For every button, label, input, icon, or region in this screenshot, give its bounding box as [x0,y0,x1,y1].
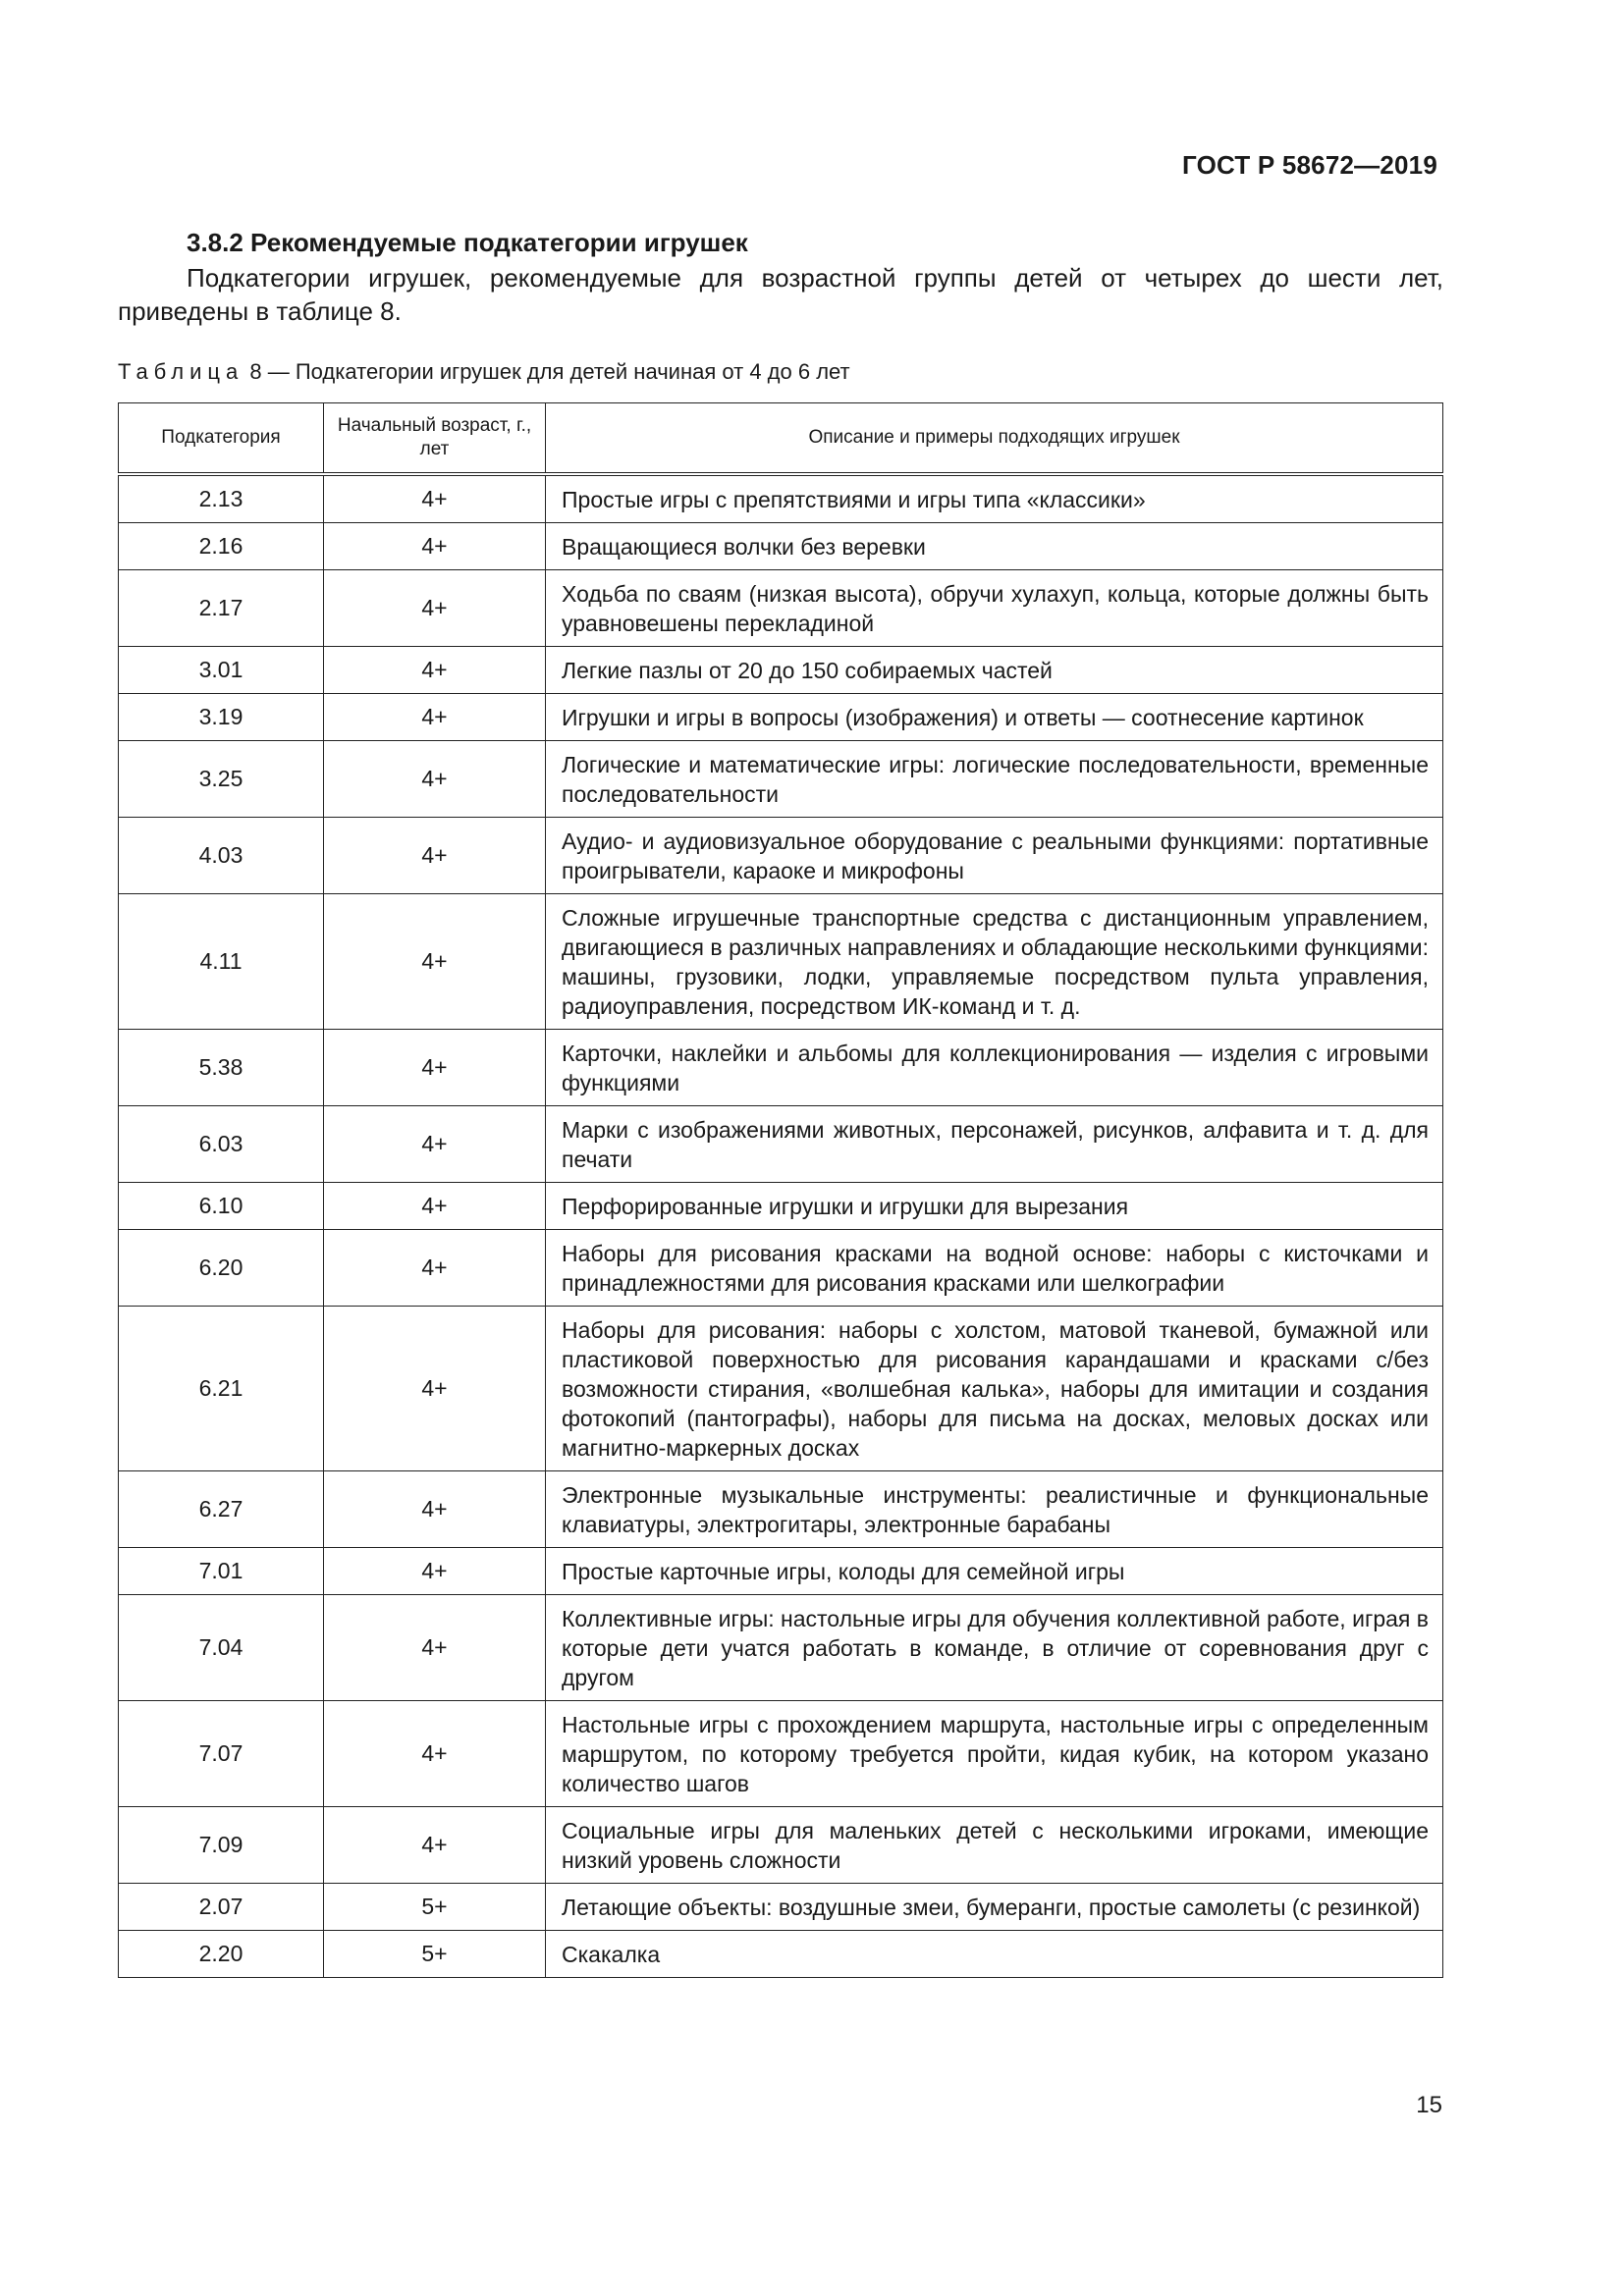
description-cell: Аудио- и аудиовизуальное оборудование с реальными функциями: портативные проигрыватели, караоке и микрофоны [546,818,1443,894]
column-header-age: Начальный возраст, г., лет [324,403,546,475]
description-cell: Электронные музыкальные инструменты: реалистичные и функциональные клавиатуры, электрогитары, электронные барабаны [546,1471,1443,1548]
document-code: ГОСТ Р 58672—2019 [1182,150,1437,180]
intro-paragraph: Подкатегории игрушек, рекомендуемые для возрастной группы детей от четырех до шести лет, приведены в таблице 8. [118,263,1443,326]
column-header-description: Описание и примеры подходящих игрушек [546,403,1443,475]
subcategory-table [118,402,1443,1978]
table-row [119,1548,1443,1595]
subcategory-code-cell: 6.20 [119,1230,324,1307]
subcategory-code-cell: 6.10 [119,1183,324,1230]
table-header-row [119,403,1443,475]
table-row [119,1595,1443,1701]
subcategory-code-cell: 5.38 [119,1030,324,1106]
subcategory-code-cell: 7.09 [119,1807,324,1884]
subcategory-code-cell: 6.27 [119,1471,324,1548]
start-age-cell: 4+ [324,1030,546,1106]
start-age-cell: 4+ [324,647,546,694]
description-cell: Вращающиеся волчки без веревки [546,523,1443,570]
description-cell: Наборы для рисования красками на водной основе: наборы с кисточками и принадлежностями для рисования красками или шелкографии [546,1230,1443,1307]
description-cell: Сложные игрушечные транспортные средства с дистанционным управлением, двигающиеся в различных направлениях и обладающие несколькими функциями: машины, грузовики, лодки, управляемые посредством пульта управления, радиоуправления, посредством ИК-команд и т. д. [546,894,1443,1030]
description-cell: Логические и математические игры: логические последовательности, временные последовательности [546,741,1443,818]
subcategory-code-cell: 6.03 [119,1106,324,1183]
subcategory-code-cell: 3.25 [119,741,324,818]
table-row [119,1807,1443,1884]
description-cell: Перфорированные игрушки и игрушки для вырезания [546,1183,1443,1230]
table-row [119,694,1443,741]
start-age-cell: 4+ [324,1548,546,1595]
description-cell: Настольные игры с прохождением маршрута, настольные игры с определенным маршрутом, по которому требуется пройти, кидая кубик, на котором указано количество шагов [546,1701,1443,1807]
subcategory-code-cell: 4.03 [119,818,324,894]
start-age-cell: 4+ [324,1807,546,1884]
description-cell: Ходьба по сваям (низкая высота), обручи хулахуп, кольца, которые должны быть уравновешены перекладиной [546,570,1443,647]
start-age-cell: 4+ [324,1106,546,1183]
start-age-cell: 4+ [324,1471,546,1548]
subcategory-code-cell: 2.13 [119,474,324,523]
table-row [119,894,1443,1030]
subcategory-code-cell: 4.11 [119,894,324,1030]
start-age-cell: 4+ [324,694,546,741]
start-age-cell: 4+ [324,570,546,647]
description-cell: Наборы для рисования: наборы с холстом, матовой тканевой, бумажной или пластиковой поверхностью для рисования карандашами и красками с/без возможности стирания, «волшебная калька», наборы для имитации и создания фотокопий (пантографы), наборы для письма на досках, меловых досках или магнитно-маркерных досках [546,1307,1443,1471]
subcategory-code-cell: 3.19 [119,694,324,741]
subcategory-code-cell: 7.04 [119,1595,324,1701]
subcategory-code-cell: 2.07 [119,1884,324,1931]
start-age-cell: 4+ [324,818,546,894]
description-cell: Марки с изображениями животных, персонажей, рисунков, алфавита и т. д. для печати [546,1106,1443,1183]
section-title: 3.8.2 Рекомендуемые подкатегории игрушек [187,228,748,257]
description-cell: Простые карточные игры, колоды для семейной игры [546,1548,1443,1595]
subcategory-code-cell: 3.01 [119,647,324,694]
table-body [119,474,1443,1978]
table-caption-text: 8 — Подкатегории игрушек для детей начиная от 4 до 6 лет [249,359,850,384]
start-age-cell: 4+ [324,1183,546,1230]
table-row [119,1030,1443,1106]
table-row [119,741,1443,818]
start-age-cell: 5+ [324,1931,546,1978]
table-caption-label: Таблица [118,359,244,384]
table-row [119,818,1443,894]
start-age-cell: 5+ [324,1884,546,1931]
description-cell: Скакалка [546,1931,1443,1978]
page-number: 15 [1416,2092,1442,2118]
subcategory-code-cell: 2.16 [119,523,324,570]
subcategory-code-cell: 6.21 [119,1307,324,1471]
description-cell: Социальные игры для маленьких детей с несколькими игроками, имеющие низкий уровень сложности [546,1807,1443,1884]
table-caption [118,359,850,385]
column-header-subcategory: Подкатегория [119,403,324,475]
description-cell: Легкие пазлы от 20 до 150 собираемых частей [546,647,1443,694]
description-cell: Летающие объекты: воздушные змеи, бумеранги, простые самолеты (с резинкой) [546,1884,1443,1931]
start-age-cell: 4+ [324,523,546,570]
start-age-cell: 4+ [324,1230,546,1307]
subcategory-code-cell: 7.01 [119,1548,324,1595]
subcategory-code-cell: 2.17 [119,570,324,647]
start-age-cell: 4+ [324,894,546,1030]
table-row [119,1701,1443,1807]
table-row [119,1884,1443,1931]
table-row [119,1106,1443,1183]
description-cell: Карточки, наклейки и альбомы для коллекционирования — изделия с игровыми функциями [546,1030,1443,1106]
table-row [119,523,1443,570]
table-row [119,1307,1443,1471]
table-row [119,1471,1443,1548]
start-age-cell: 4+ [324,474,546,523]
table-row [119,1230,1443,1307]
table-row [119,570,1443,647]
table-row [119,474,1443,523]
table-row [119,1183,1443,1230]
start-age-cell: 4+ [324,1701,546,1807]
subcategory-code-cell: 2.20 [119,1931,324,1978]
start-age-cell: 4+ [324,741,546,818]
description-cell: Простые игры с препятствиями и игры типа «классики» [546,474,1443,523]
start-age-cell: 4+ [324,1595,546,1701]
subcategory-code-cell: 7.07 [119,1701,324,1807]
description-cell: Коллективные игры: настольные игры для обучения коллективной работе, играя в которые дети учатся работать в команде, в отличие от соревнования друг с другом [546,1595,1443,1701]
start-age-cell: 4+ [324,1307,546,1471]
description-cell: Игрушки и игры в вопросы (изображения) и ответы — соотнесение картинок [546,694,1443,741]
table-row [119,647,1443,694]
table-row [119,1931,1443,1978]
